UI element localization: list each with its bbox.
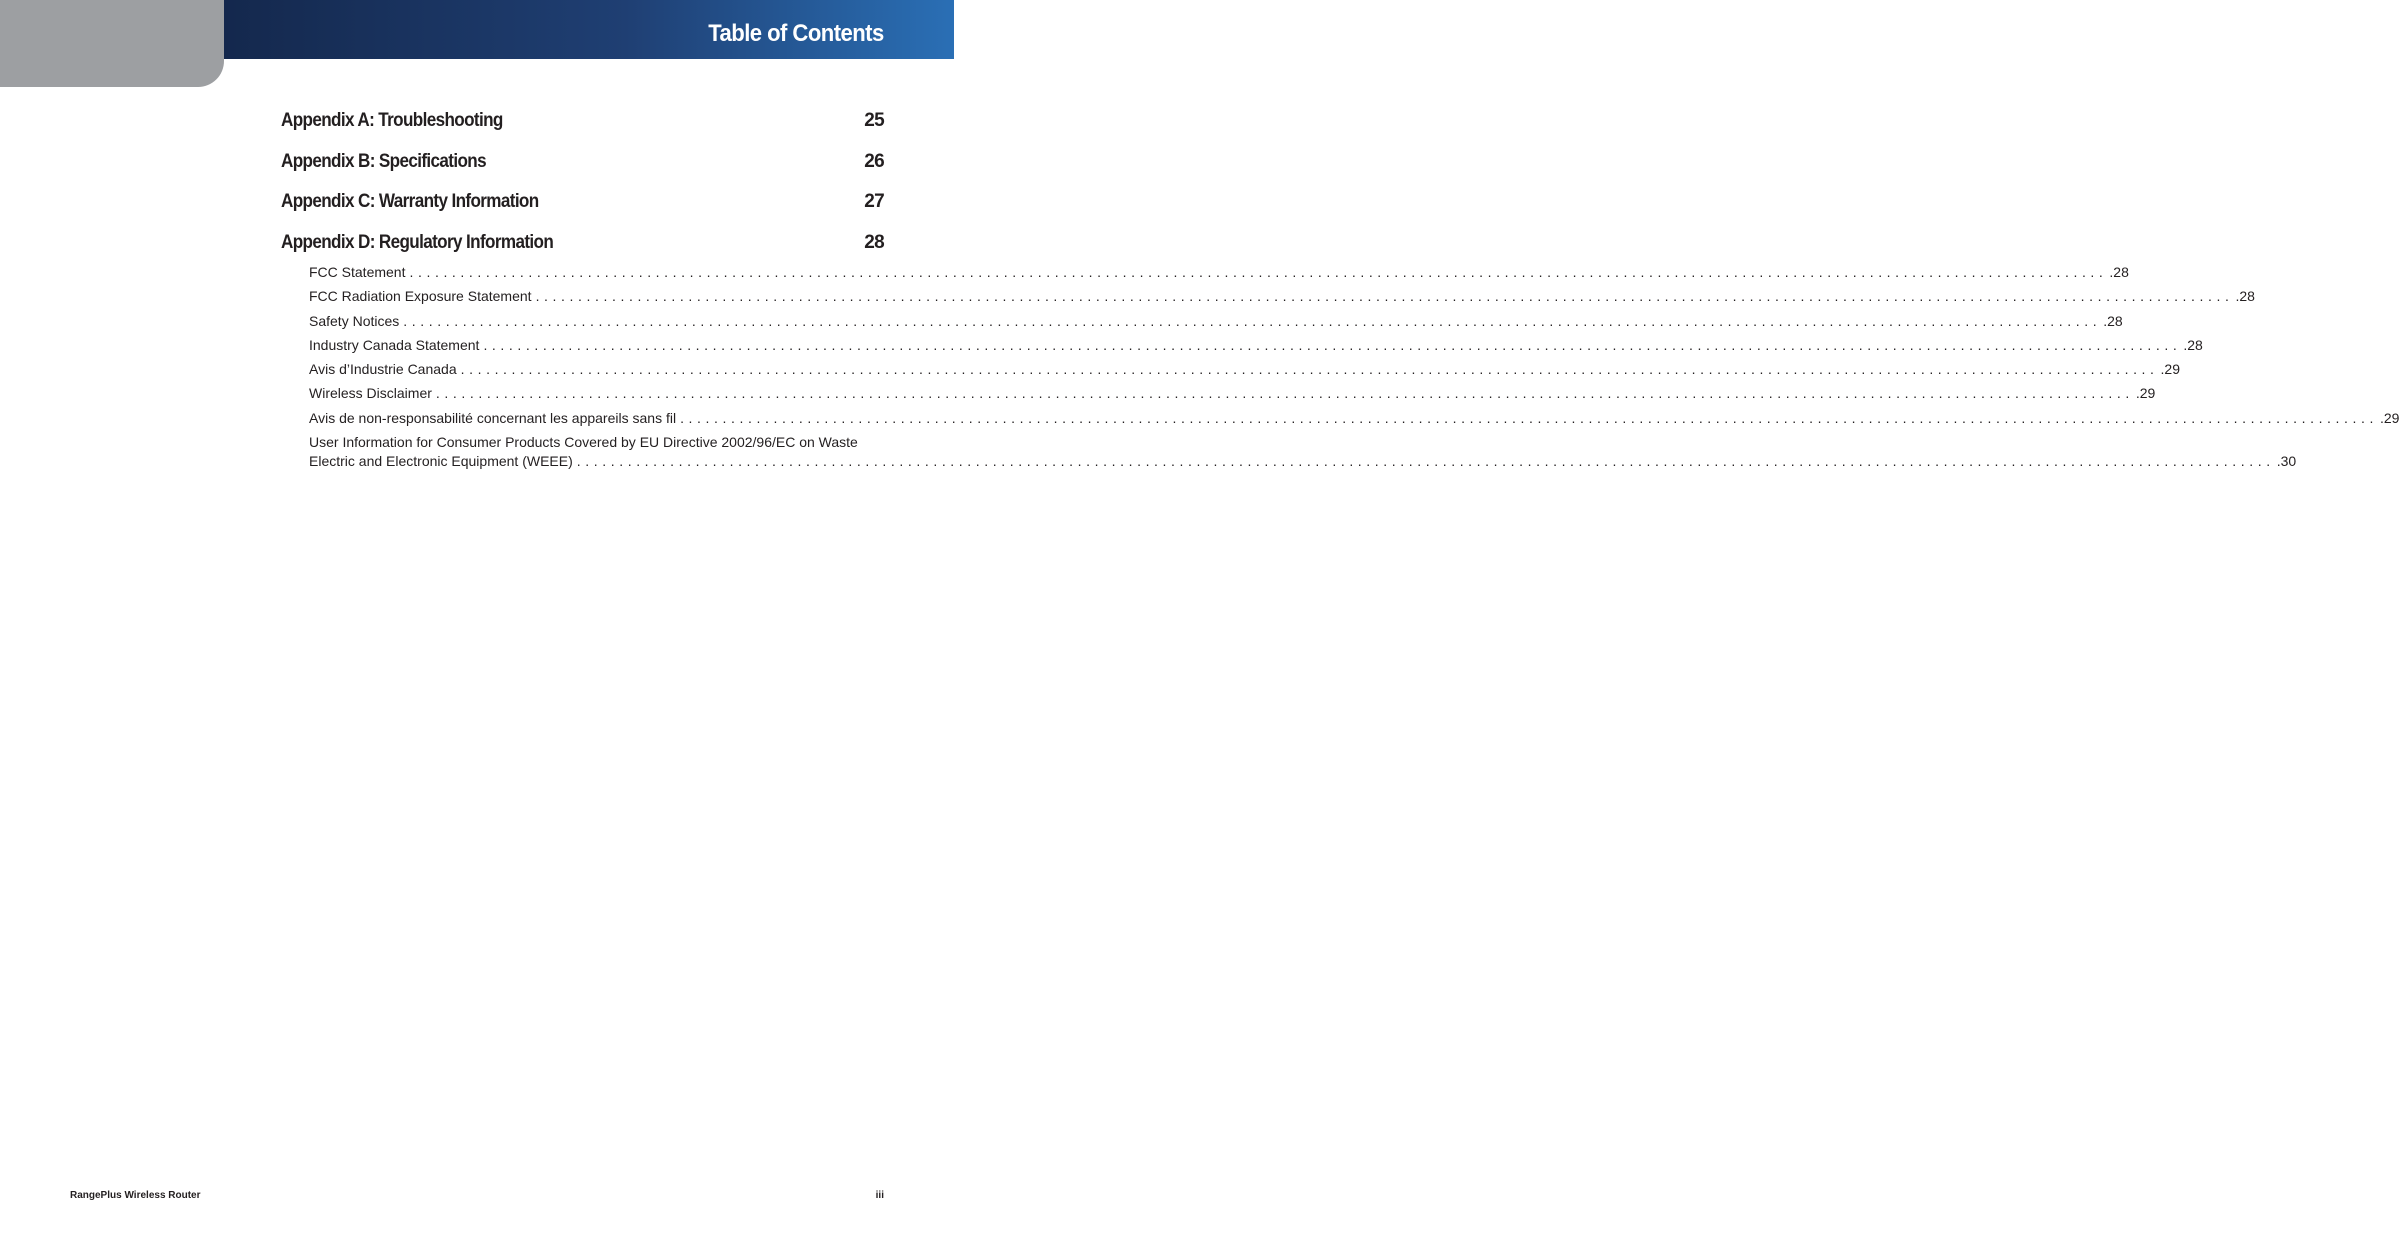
toc-subentry-page: .29 (2160, 361, 2181, 378)
toc-entry-page: 27 (864, 191, 884, 212)
toc-entry-label: Appendix C: Warranty Information (281, 191, 539, 212)
toc-subentry-avis-industrie-canada[interactable] (309, 360, 2181, 379)
leader-dots: ........................................................................................................................................................................................................ (460, 361, 2159, 378)
toc-subentry-page: .29 (2135, 385, 2156, 402)
leader-dots: ........................................................................................................................................................................................................ (403, 312, 2102, 329)
toc-subentry-label: FCC Statement (309, 264, 406, 280)
leader-dots: ........................................................................................................................................................................................................ (576, 453, 2275, 470)
toc-subentry-label-line2: Electric and Electronic Equipment (WEEE) (309, 453, 573, 470)
toc-subentry-label: Wireless Disclaimer (309, 385, 432, 402)
toc-subentry-page: .28 (2235, 288, 2255, 305)
leader-dots: ........................................................................................................................................................................................................ (680, 409, 2378, 426)
toc-entry-page: 28 (864, 231, 884, 253)
toc-subentry-page: .28 (2103, 312, 2123, 329)
toc-subentry-label: Avis d’Industrie Canada (309, 361, 457, 378)
toc-subentry-weee[interactable] (309, 433, 2297, 471)
toc-subentry-label: Safety Notices (309, 312, 400, 329)
toc-subentry-wireless-disclaimer[interactable] (309, 384, 2156, 403)
toc-subentries (309, 263, 2399, 471)
toc-entry-label: Appendix B: Specifications (281, 150, 487, 172)
toc-entry-appendix-b[interactable] (281, 148, 884, 176)
toc-subentry-page: .28 (2183, 336, 2203, 353)
toc-subentry-fcc-radiation[interactable] (309, 287, 2255, 306)
table-of-contents (281, 107, 2399, 476)
leader-dots: ........................................................................................................................................................................................................ (409, 264, 2108, 280)
footer-product-name: RangePlus Wireless Router (70, 1190, 201, 1201)
toc-subentry-label: FCC Radiation Exposure Statement (309, 288, 532, 305)
footer-page-number: iii (875, 1190, 884, 1201)
toc-entry-appendix-a[interactable] (281, 107, 884, 135)
toc-entry-label: Appendix A: Troubleshooting (281, 110, 503, 131)
leader-dots: ........................................................................................................................................................................................................ (535, 288, 2234, 305)
leader-dots: ........................................................................................................................................................................................................ (435, 385, 2134, 402)
leader-dots: ........................................................................................................................................................................................................ (483, 336, 2182, 353)
toc-subentry-label-line2-row (309, 452, 2297, 471)
toc-entry-page: 26 (864, 150, 884, 172)
toc-subentry-label: Avis de non-responsabilité concernant les appareils sans fil (309, 409, 677, 426)
toc-subentry-label-line1: User Information for Consumer Products Covered by EU Directive 2002/96/EC on Waste (309, 434, 858, 451)
toc-subentry-label: Industry Canada Statement (309, 336, 480, 353)
toc-subentry-page: .30 (2276, 453, 2297, 470)
toc-subentry-safety-notices[interactable] (309, 312, 2123, 331)
toc-entry-appendix-d[interactable] (281, 229, 884, 257)
toc-entry-appendix-c[interactable] (281, 188, 884, 216)
header-bar (224, 0, 954, 59)
page-title: Table of Contents (708, 20, 884, 47)
toc-subentry-industry-canada[interactable] (309, 336, 2203, 355)
toc-entry-label: Appendix D: Regulatory Information (281, 231, 554, 253)
toc-subentry-avis-non-responsabilite[interactable] (309, 409, 2399, 428)
toc-subentry-page: .29 (2380, 409, 2399, 426)
toc-subentry-page: .28 (2109, 264, 2129, 280)
header-grey-tab (0, 0, 224, 87)
toc-entry-page: 25 (864, 110, 884, 131)
toc-subentry-fcc-statement[interactable] (309, 263, 2129, 282)
